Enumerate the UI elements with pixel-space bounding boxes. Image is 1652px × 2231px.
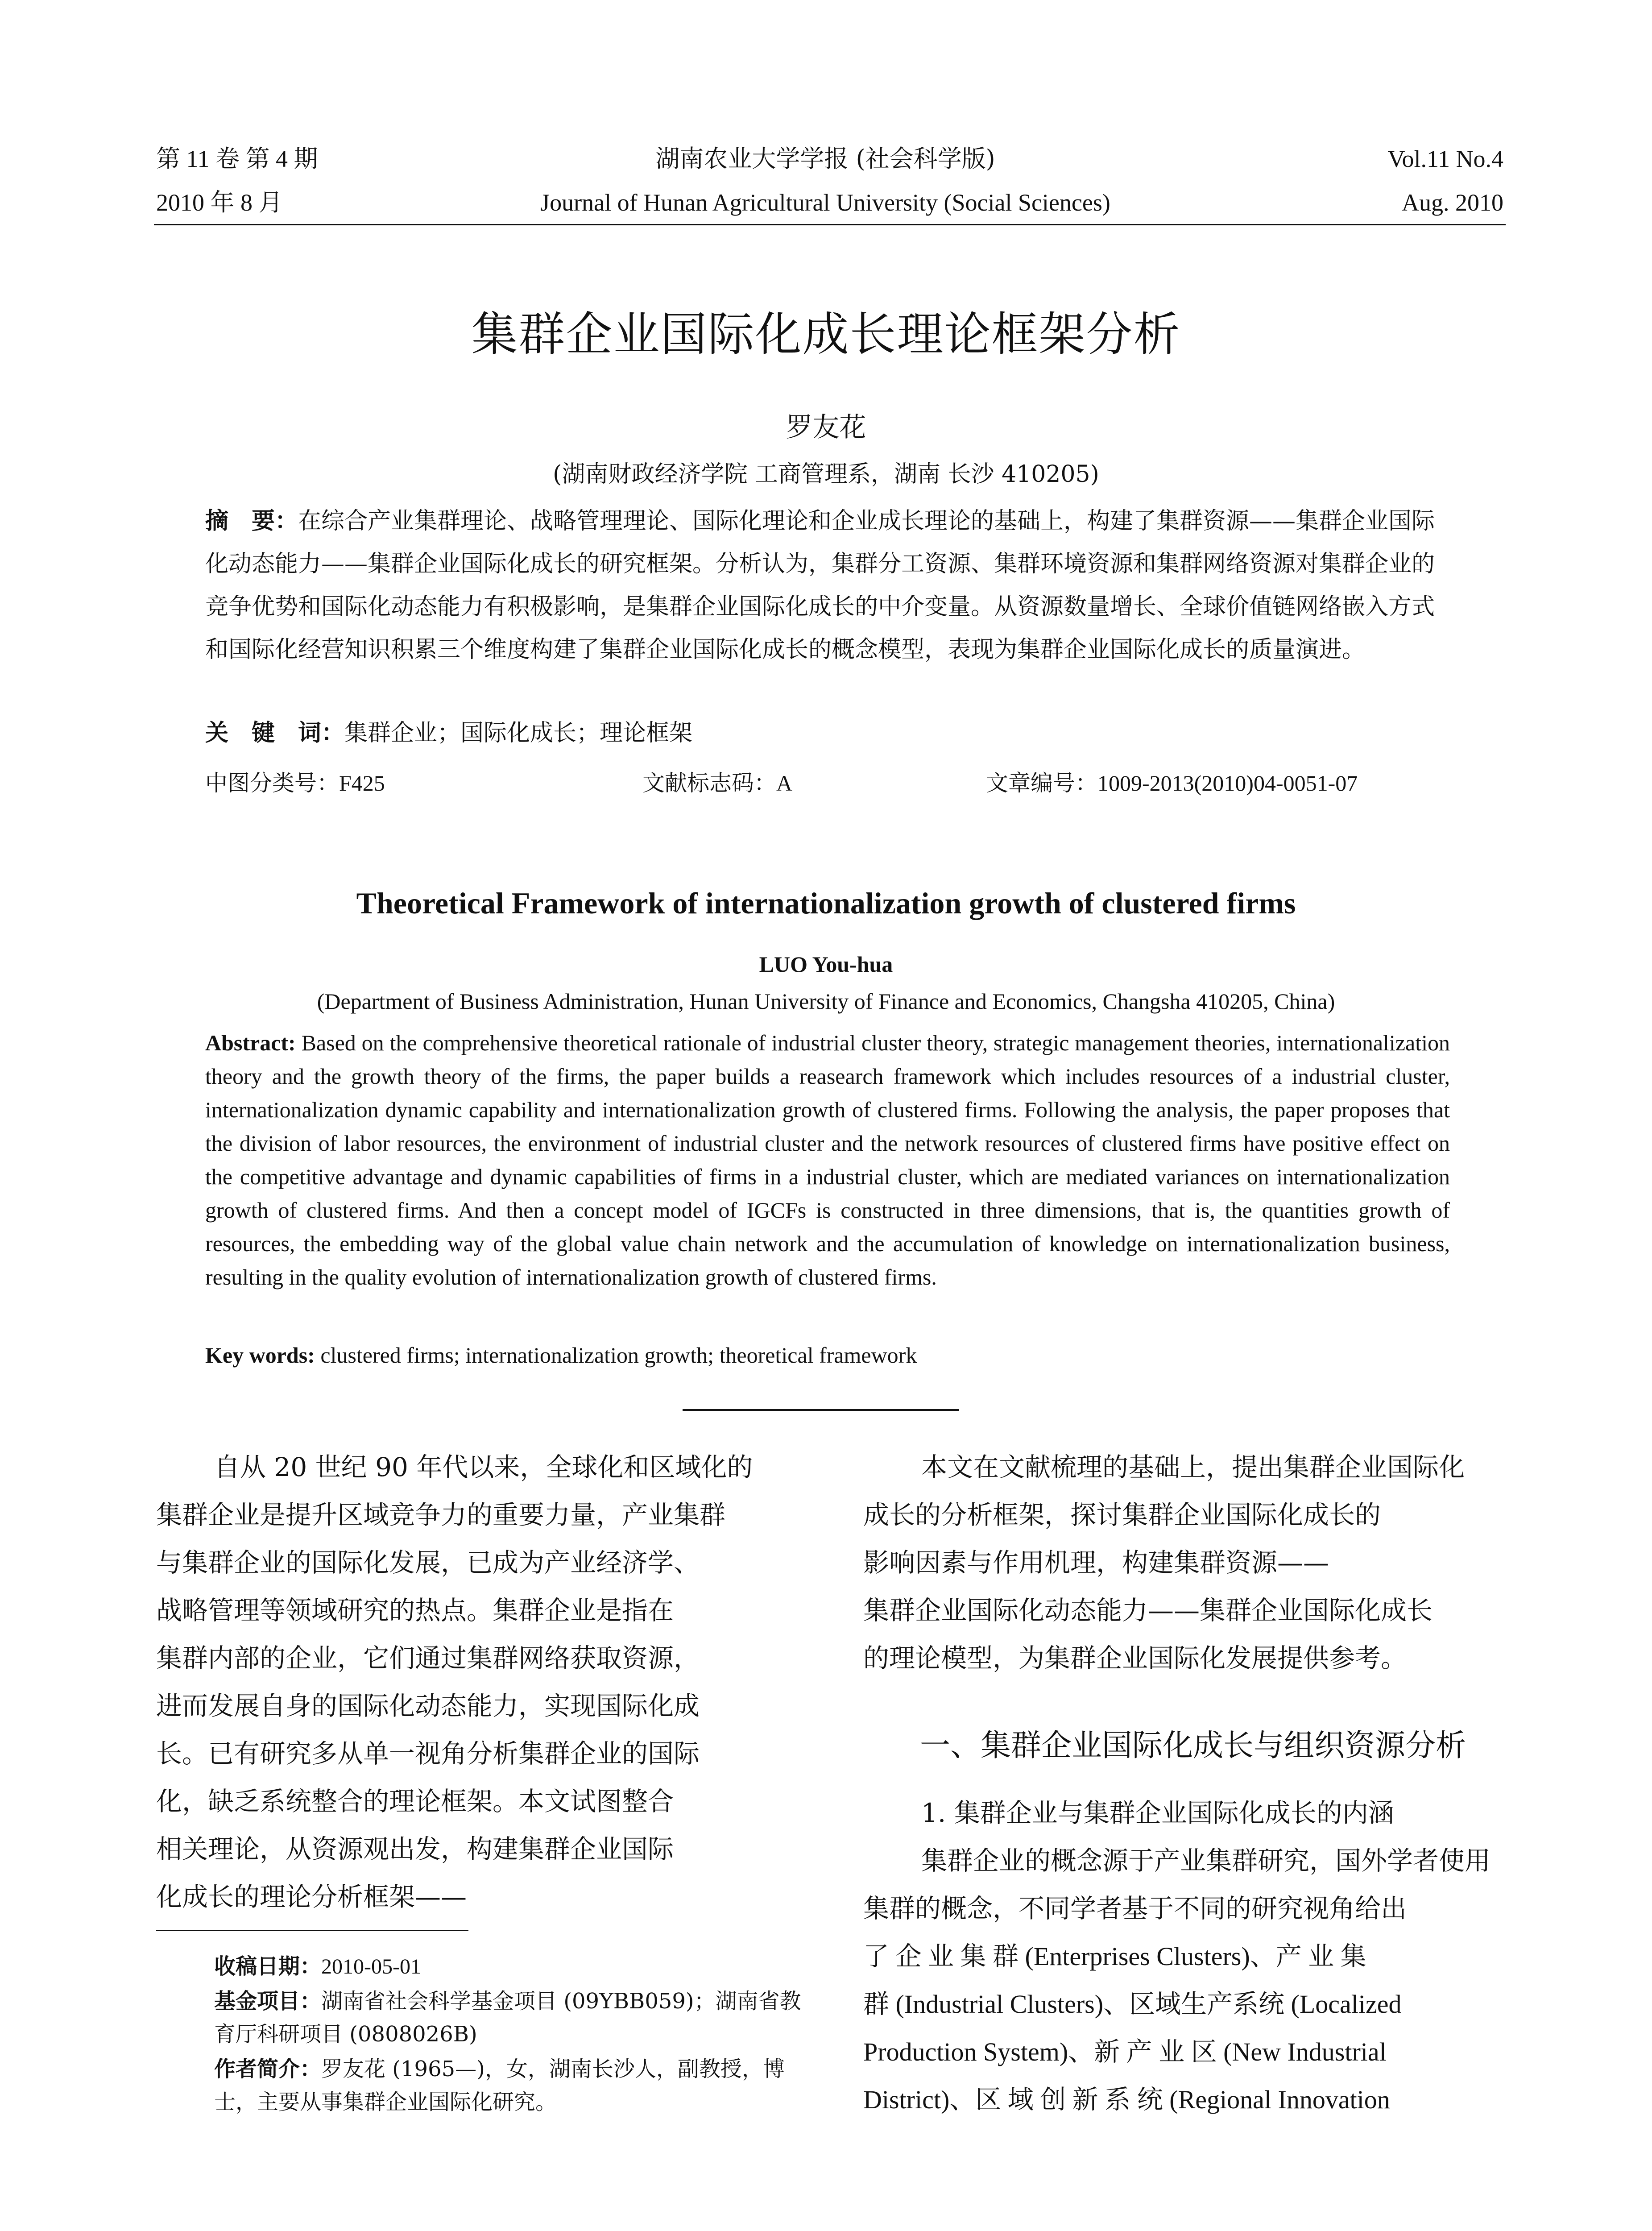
keywords-en-text: clustered firms; internationalization growth; theoretical framework [320, 1343, 917, 1368]
left-line-6: 进而发展自身的国际化动态能力，实现国际化成 [156, 1691, 700, 1721]
left-line-8: 化，缺乏系统整合的理论框架。本文试图整合 [156, 1786, 674, 1816]
footnote-received [214, 1950, 803, 1983]
abstract-cn [205, 500, 1450, 671]
abstract-en-label: Abstract: [205, 1030, 296, 1055]
fund-label: 基金项目： [214, 1989, 322, 2014]
author-en: LUO You-hua [759, 952, 893, 977]
left-line-9: 相关理论，从资源观出发，构建集群企业国际 [156, 1834, 674, 1864]
affiliation-en: (Department of Business Administration, Hunan University of Finance and Economics, Changsha 410205, China) [317, 989, 1335, 1014]
footnote-author [214, 2053, 803, 2119]
left-column [156, 1443, 803, 1921]
right-body [863, 1789, 1506, 2123]
abstract-en [205, 1026, 1450, 1294]
clc-value: F425 [339, 771, 385, 796]
keywords-cn [205, 714, 1450, 747]
abstract-en-text: Based on the comprehensive theoretical rationale of industrial cluster theory, strategic management theories, internationalization theory and the growth theory of the firms, the paper builds a reasearch framework which includes resources of a industrial cluster, internationalization dynamic capability and internationalization growth of clustered firms. Following the analysis, the paper proposes that the division of labor resources, the environment of industrial cluster and the network resources of clustered firms have positive effect on the competitive advantage and dynamic capabilities of firms in a industrial cluster, which are mediated variances on internationalization growth of clustered firms. And then a concept model of IGCFs is constructed in three dimensions, that is, the quantities growth of resources, the embedding way of the global value chain network and the accumulation of knowledge on internationalization business, resulting in the quality evolution of internationalization growth of clustered firms. [205, 1030, 1450, 1290]
author-bio-label: 作者简介： [214, 2057, 322, 2082]
left-line-2: 集群企业是提升区域竞争力的重要力量，产业集群 [156, 1500, 726, 1530]
right-line-5: 的理论模型，为集群企业国际化发展提供参考。 [863, 1643, 1407, 1673]
right-body-line-3: 了 企 业 集 群 (Enterprises Clusters)、产 业 集 [863, 1942, 1366, 1971]
fund-text: 湖南省社会科学基金项目 (09YBB059)；湖南省教育厅科研项目 (0808026B) [214, 1989, 801, 2047]
keywords-en [205, 1342, 1450, 1368]
left-line-10: 化成长的理论分析框架—— [156, 1882, 467, 1912]
article-value: 1009-2013(2010)04-0051-07 [1097, 771, 1358, 796]
left-line-1: 自从 20 世纪 90 年代以来，全球化和区域化的 [214, 1452, 753, 1482]
right-line-3: 影响因素与作用机理，构建集群资源—— [863, 1547, 1329, 1578]
left-line-3: 与集群企业的国际化发展，已成为产业经济学、 [156, 1547, 700, 1578]
clc-number [205, 765, 385, 797]
header-date: 2010 年 8 月 [156, 189, 283, 216]
header-date-en: Aug. 2010 [1402, 189, 1503, 216]
right-line-1: 本文在文献梳理的基础上，提出集群企业国际化 [921, 1452, 1465, 1482]
keywords-cn-text: 集群企业；国际化成长；理论框架 [344, 720, 693, 746]
header-journal-en: Journal of Hunan Agricultural University (Social Sciences) [540, 189, 1110, 216]
received-label: 收稿日期： [214, 1954, 322, 1979]
right-line-2: 成长的分析框架，探讨集群企业国际化成长的 [863, 1500, 1381, 1530]
footnote-fund [214, 1985, 803, 2051]
doc-code [642, 765, 792, 797]
affiliation-cn: (湖南财政经济学院 工商管理系，湖南 长沙 410205) [553, 461, 1099, 488]
title-cn: 集群企业国际化成长理论框架分析 [471, 307, 1181, 361]
abstract-cn-label: 摘 要： [205, 507, 298, 535]
left-line-7: 长。已有研究多从单一视角分析集群企业的国际 [156, 1738, 700, 1769]
right-body-line-1: 集群企业的概念源于产业集群研究，国外学者使用 [921, 1845, 1491, 1876]
right-body-line-6: District)、区 域 创 新 系 统 (Regional Innovation [863, 2085, 1390, 2114]
author-cn: 罗友花 [786, 412, 866, 443]
header-journal-cn: 湖南农业大学学报 (社会科学版) [655, 145, 995, 173]
article-number [986, 765, 1358, 797]
author-bio-text: 罗友花 (1965—)，女，湖南长沙人，副教授，博士，主要从事集群企业国际化研究。 [214, 2057, 785, 2115]
keywords-en-label: Key words: [205, 1343, 315, 1368]
left-line-5: 集群内部的企业，它们通过集群网络获取资源， [156, 1643, 700, 1673]
clc-label: 中图分类号： [205, 770, 339, 796]
article-label: 文章编号： [986, 770, 1097, 796]
doc-label: 文献标志码： [642, 770, 776, 796]
footnote-rule [156, 1930, 468, 1931]
section-heading: 一、集群企业国际化成长与组织资源分析 [920, 1728, 1466, 1763]
doc-value: A [776, 771, 793, 796]
header-volume: 第 11 卷 第 4 期 [156, 145, 318, 172]
right-body-line-4: 群 (Industrial Clusters)、区域生产系统 (Localized [863, 1990, 1402, 2019]
subsection-heading: 1. 集群企业与集群企业国际化成长的内涵 [921, 1798, 1394, 1828]
header-volume-en: Vol.11 No.4 [1387, 145, 1503, 172]
left-line-4: 战略管理等领域研究的热点。集群企业是指在 [156, 1595, 674, 1626]
title-en: Theoretical Framework of internationalization growth of clustered firms [356, 886, 1296, 920]
keywords-cn-label: 关 键 词： [205, 719, 345, 746]
right-body-line-2: 集群的概念，不同学者基于不同的研究视角给出 [863, 1893, 1407, 1924]
abstract-cn-text: 在综合产业集群理论、战略管理理论、国际化理论和企业成长理论的基础上，构建了集群资源——集群企业国际化动态能力——集群企业国际化成长的研究框架。分析认为，集群分工资源、集群环境资源和集群网络资源对集群企业的竞争优势和国际化动态能力有积极影响，是集群企业国际化成长的中介变量。从资源数量增长、全球价值链网络嵌入方式和国际化经营知识积累三个维度构建了集群企业国际化成长的概念模型，表现为集群企业国际化成长的质量演进。 [205, 508, 1435, 663]
header-rule [154, 224, 1506, 225]
separator-rule [683, 1409, 959, 1411]
right-column [863, 1443, 1506, 1682]
received-date: 2010-05-01 [321, 1955, 421, 1978]
right-line-4: 集群企业国际化动态能力——集群企业国际化成长 [863, 1595, 1433, 1626]
right-body-line-5: Production System)、新 产 业 区 (New Industrial [863, 2037, 1387, 2066]
